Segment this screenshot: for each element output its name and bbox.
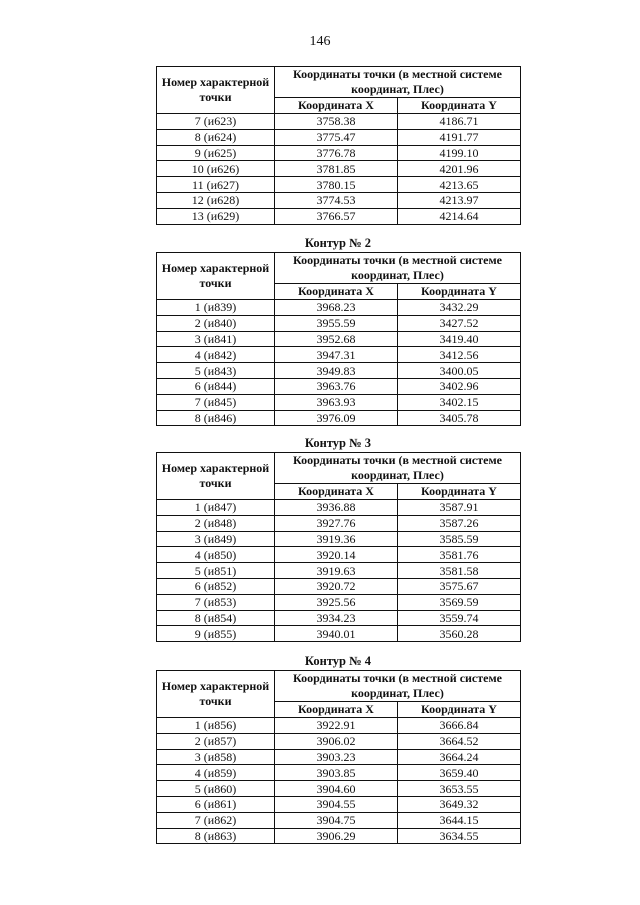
header-point-number: Номер характерной точки <box>157 671 275 718</box>
cell-coordinate-y: 3569.59 <box>398 594 521 610</box>
table-row <box>157 828 521 844</box>
table-row <box>157 363 521 379</box>
cell-point-number: 6 (и852) <box>157 578 275 594</box>
header-point-number: Номер характерной точки <box>157 453 275 500</box>
coordinates-table <box>156 252 521 426</box>
cell-coordinate-y: 4201.96 <box>398 161 521 177</box>
cell-coordinate-x: 3963.76 <box>275 378 398 394</box>
cell-point-number: 2 (и857) <box>157 733 275 749</box>
cell-coordinate-x: 3906.02 <box>275 733 398 749</box>
cell-coordinate-x: 3920.14 <box>275 547 398 563</box>
cell-coordinate-x: 3903.23 <box>275 749 398 765</box>
cell-point-number: 2 (и848) <box>157 515 275 531</box>
cell-point-number: 10 (и626) <box>157 161 275 177</box>
cell-coordinate-y: 3560.28 <box>398 626 521 642</box>
cell-coordinate-y: 3400.05 <box>398 363 521 379</box>
header-coordinates-group: Координаты точки (в местной системе координат, Плес) <box>275 453 521 484</box>
header-coordinate-x: Координата X <box>275 484 398 500</box>
cell-coordinate-x: 3968.23 <box>275 300 398 316</box>
contour-section <box>156 652 520 844</box>
cell-coordinate-x: 3934.23 <box>275 610 398 626</box>
cell-point-number: 3 (и841) <box>157 331 275 347</box>
table-row <box>157 547 521 563</box>
cell-coordinate-x: 3936.88 <box>275 500 398 516</box>
cell-coordinate-y: 4191.77 <box>398 129 521 145</box>
header-coordinates-group: Координаты точки (в местной системе координат, Плес) <box>275 253 521 284</box>
cell-point-number: 5 (и851) <box>157 563 275 579</box>
contour-section <box>156 66 520 225</box>
table-row <box>157 500 521 516</box>
cell-coordinate-x: 3955.59 <box>275 315 398 331</box>
header-point-number: Номер характерной точки <box>157 253 275 300</box>
cell-coordinate-y: 3659.40 <box>398 765 521 781</box>
cell-point-number: 12 (и628) <box>157 192 275 208</box>
table-row <box>157 749 521 765</box>
cell-coordinate-y: 3634.55 <box>398 828 521 844</box>
table-row <box>157 315 521 331</box>
cell-coordinate-x: 3949.83 <box>275 363 398 379</box>
cell-coordinate-y: 3432.29 <box>398 300 521 316</box>
cell-coordinate-y: 3559.74 <box>398 610 521 626</box>
table-row <box>157 300 521 316</box>
coordinates-table <box>156 66 521 225</box>
cell-coordinate-x: 3920.72 <box>275 578 398 594</box>
header-coordinate-y: Координата Y <box>398 702 521 718</box>
cell-coordinate-y: 4199.10 <box>398 145 521 161</box>
cell-coordinate-x: 3976.09 <box>275 410 398 426</box>
table-row <box>157 410 521 426</box>
cell-point-number: 7 (и845) <box>157 394 275 410</box>
header-row <box>157 253 521 284</box>
cell-point-number: 4 (и850) <box>157 547 275 563</box>
header-coordinate-x: Координата X <box>275 98 398 114</box>
cell-coordinate-y: 3412.56 <box>398 347 521 363</box>
table-row <box>157 578 521 594</box>
table-row <box>157 114 521 130</box>
cell-point-number: 5 (и843) <box>157 363 275 379</box>
contour-title: Контур № 3 <box>304 436 372 450</box>
cell-coordinate-x: 3919.36 <box>275 531 398 547</box>
cell-point-number: 8 (и624) <box>157 129 275 145</box>
cell-coordinate-y: 3405.78 <box>398 410 521 426</box>
cell-coordinate-x: 3904.55 <box>275 796 398 812</box>
cell-point-number: 7 (и862) <box>157 812 275 828</box>
cell-coordinate-y: 3585.59 <box>398 531 521 547</box>
cell-coordinate-x: 3925.56 <box>275 594 398 610</box>
cell-point-number: 8 (и846) <box>157 410 275 426</box>
cell-point-number: 1 (и856) <box>157 718 275 734</box>
table-row <box>157 594 521 610</box>
cell-point-number: 7 (и623) <box>157 114 275 130</box>
table-row <box>157 331 521 347</box>
cell-point-number: 7 (и853) <box>157 594 275 610</box>
header-coordinate-x: Координата X <box>275 284 398 300</box>
header-coordinates-group: Координаты точки (в местной системе координат, Плес) <box>275 67 521 98</box>
cell-point-number: 3 (и849) <box>157 531 275 547</box>
cell-coordinate-y: 3427.52 <box>398 315 521 331</box>
cell-coordinate-x: 3775.47 <box>275 129 398 145</box>
header-coordinate-y: Координата Y <box>398 98 521 114</box>
cell-coordinate-x: 3947.31 <box>275 347 398 363</box>
cell-coordinate-y: 4214.64 <box>398 208 521 224</box>
cell-point-number: 3 (и858) <box>157 749 275 765</box>
cell-coordinate-x: 3922.91 <box>275 718 398 734</box>
header-coordinate-x: Координата X <box>275 702 398 718</box>
cell-point-number: 2 (и840) <box>157 315 275 331</box>
table-row <box>157 515 521 531</box>
table-row <box>157 733 521 749</box>
table-row <box>157 129 521 145</box>
cell-coordinate-x: 3780.15 <box>275 177 398 193</box>
table-row <box>157 765 521 781</box>
cell-point-number: 11 (и627) <box>157 177 275 193</box>
cell-coordinate-x: 3903.85 <box>275 765 398 781</box>
header-row <box>157 453 521 484</box>
header-coordinates-group: Координаты точки (в местной системе координат, Плес) <box>275 671 521 702</box>
cell-point-number: 9 (и855) <box>157 626 275 642</box>
cell-point-number: 9 (и625) <box>157 145 275 161</box>
table-row <box>157 394 521 410</box>
cell-coordinate-x: 3904.75 <box>275 812 398 828</box>
cell-coordinate-y: 3402.96 <box>398 378 521 394</box>
table-row <box>157 626 521 642</box>
cell-coordinate-x: 3774.53 <box>275 192 398 208</box>
table-row <box>157 796 521 812</box>
cell-point-number: 5 (и860) <box>157 781 275 797</box>
cell-coordinate-y: 3644.15 <box>398 812 521 828</box>
cell-point-number: 8 (и854) <box>157 610 275 626</box>
cell-point-number: 1 (и847) <box>157 500 275 516</box>
cell-point-number: 6 (и844) <box>157 378 275 394</box>
table-row <box>157 563 521 579</box>
cell-point-number: 6 (и861) <box>157 796 275 812</box>
cell-point-number: 13 (и629) <box>157 208 275 224</box>
coordinates-table <box>156 452 521 642</box>
header-row <box>157 671 521 702</box>
header-point-number: Номер характерной точки <box>157 67 275 114</box>
table-row <box>157 145 521 161</box>
coordinates-table <box>156 670 521 844</box>
table-row <box>157 161 521 177</box>
cell-coordinate-y: 3653.55 <box>398 781 521 797</box>
contour-title: Контур № 2 <box>304 236 372 250</box>
cell-coordinate-y: 3581.58 <box>398 563 521 579</box>
table-row <box>157 610 521 626</box>
header-row <box>157 67 521 98</box>
contour-section <box>156 234 520 426</box>
cell-coordinate-y: 3587.26 <box>398 515 521 531</box>
table-row <box>157 347 521 363</box>
cell-coordinate-x: 3776.78 <box>275 145 398 161</box>
cell-coordinate-y: 3581.76 <box>398 547 521 563</box>
cell-coordinate-x: 3927.76 <box>275 515 398 531</box>
cell-coordinate-y: 3649.32 <box>398 796 521 812</box>
cell-coordinate-x: 3952.68 <box>275 331 398 347</box>
cell-coordinate-x: 3904.60 <box>275 781 398 797</box>
table-row <box>157 781 521 797</box>
cell-coordinate-y: 3587.91 <box>398 500 521 516</box>
table-row <box>157 208 521 224</box>
contour-section <box>156 434 520 642</box>
cell-coordinate-y: 3664.24 <box>398 749 521 765</box>
cell-coordinate-y: 4213.65 <box>398 177 521 193</box>
table-row <box>157 192 521 208</box>
cell-coordinate-y: 4186.71 <box>398 114 521 130</box>
cell-coordinate-y: 3575.67 <box>398 578 521 594</box>
cell-point-number: 4 (и842) <box>157 347 275 363</box>
cell-coordinate-y: 3402.15 <box>398 394 521 410</box>
cell-coordinate-y: 3664.52 <box>398 733 521 749</box>
cell-coordinate-x: 3919.63 <box>275 563 398 579</box>
table-row <box>157 718 521 734</box>
table-row <box>157 812 521 828</box>
cell-coordinate-y: 3419.40 <box>398 331 521 347</box>
cell-point-number: 1 (и839) <box>157 300 275 316</box>
cell-point-number: 4 (и859) <box>157 765 275 781</box>
table-row <box>157 378 521 394</box>
cell-coordinate-x: 3963.93 <box>275 394 398 410</box>
header-coordinate-y: Координата Y <box>398 484 521 500</box>
cell-coordinate-y: 4213.97 <box>398 192 521 208</box>
cell-coordinate-x: 3766.57 <box>275 208 398 224</box>
cell-coordinate-x: 3940.01 <box>275 626 398 642</box>
contour-title: Контур № 4 <box>304 654 372 668</box>
page-number: 146 <box>309 34 331 49</box>
header-coordinate-y: Координата Y <box>398 284 521 300</box>
cell-coordinate-x: 3906.29 <box>275 828 398 844</box>
cell-coordinate-y: 3666.84 <box>398 718 521 734</box>
cell-coordinate-x: 3758.38 <box>275 114 398 130</box>
table-row <box>157 177 521 193</box>
table-row <box>157 531 521 547</box>
cell-coordinate-x: 3781.85 <box>275 161 398 177</box>
cell-point-number: 8 (и863) <box>157 828 275 844</box>
